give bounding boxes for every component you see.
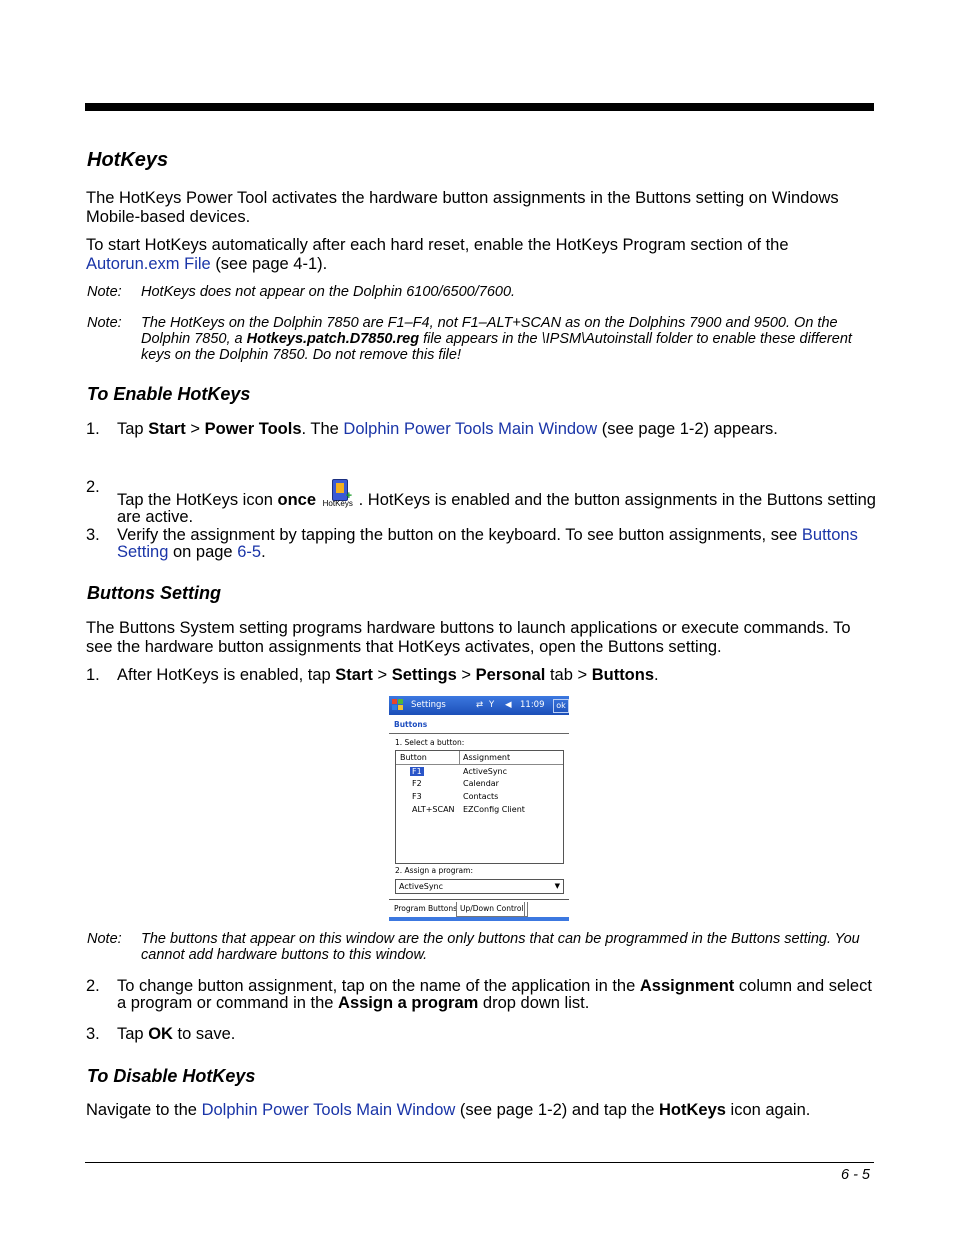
assign-program-select[interactable] [395, 879, 564, 894]
button-name: F3 [412, 792, 422, 801]
note-label: Note: [87, 931, 122, 947]
tab-program-buttons[interactable]: Program Buttons [394, 904, 458, 913]
step-word: Tap [117, 1025, 144, 1043]
assign-program-value: ActiveSync [399, 882, 444, 891]
step-text-post: to save. [177, 1025, 236, 1043]
button-name: F1 [412, 767, 422, 776]
intro-text: To start HotKeys automatically after each hard reset, enable the HotKeys Program section of the [86, 236, 789, 254]
disable-heading: To Disable HotKeys [87, 1066, 256, 1086]
hotkeys-icon: + HotKeys [323, 479, 357, 509]
buttons-heading: Buttons Setting [87, 583, 221, 603]
step-text-pre: Tap the HotKeys icon [117, 491, 273, 509]
chevron-down-icon: ▼ [554, 882, 560, 890]
power-tools-label: Power Tools [204, 420, 302, 438]
step-text-pre: After HotKeys is enabled, tap [117, 666, 331, 684]
step-word: . The [301, 420, 339, 438]
autorun-link[interactable]: Autorun.exm File [86, 255, 211, 273]
note-3 [87, 931, 877, 963]
ok-button[interactable]: ok [553, 699, 569, 713]
intro-paragraph-1: The HotKeys Power Tool activates the hardware button assignments in the Buttons setting on Windows Mobile-based devices. [86, 189, 839, 226]
list-item[interactable] [396, 766, 563, 778]
step-text [117, 479, 876, 526]
step-text-mid: on page [172, 543, 233, 561]
clock: 11:09 [520, 700, 545, 710]
note-text-post: file appears in the \IPSM\Autoinstall folder to enable these different keys on the Dolphin 7850. Do not remove this file! [141, 331, 852, 363]
buttons-setting-link[interactable]: Buttons Setting [117, 526, 858, 561]
assign-program-label: 2. Assign a program: [395, 866, 473, 875]
screenshot-tabs [389, 899, 569, 922]
step-text [117, 667, 876, 684]
step-text-post: drop down list. [482, 994, 590, 1012]
step-text-pre: To change button assignment, tap on the name of the application in the [117, 977, 636, 995]
section-title: HotKeys [87, 149, 169, 171]
sync-icon: ⇄ [476, 700, 484, 710]
disable-text-mid: (see page 1-2) and tap the [459, 1101, 655, 1119]
footer-rule [85, 1162, 874, 1163]
tab-empty [524, 902, 561, 916]
step-number: 1. [86, 420, 100, 438]
list-item[interactable] [396, 791, 563, 803]
separator: > [190, 420, 201, 438]
note-text: The buttons that appear on this window are the only buttons that can be programmed in the Buttons setting. You cannot add hardware buttons to this window. [141, 931, 860, 963]
screenshot-subtitle: Buttons [394, 720, 428, 729]
separator: > [461, 666, 472, 684]
header-rule [85, 103, 874, 111]
step-text [117, 1026, 876, 1043]
assignment-name: Calendar [463, 779, 499, 788]
select-button-label: 1. Select a button: [395, 738, 465, 747]
note-1 [87, 284, 877, 300]
screenshot-title: Settings [411, 700, 446, 710]
assignment-name: ActiveSync [463, 767, 508, 776]
note-text: HotKeys does not appear on the Dolphin 6100/6500/7600. [141, 284, 516, 300]
screenshot-title-bar [389, 696, 569, 715]
list-item[interactable] [396, 778, 563, 790]
enable-heading: To Enable HotKeys [87, 384, 251, 404]
separator: > [377, 666, 388, 684]
assign-program-bold: Assign a program [338, 994, 479, 1012]
tab-bar-accent [389, 917, 569, 921]
step-number: 2. [86, 478, 100, 496]
start-label: Start [335, 666, 373, 684]
personal-label: Personal [475, 666, 546, 684]
button-list[interactable] [395, 750, 564, 864]
step-number: 2. [86, 977, 100, 995]
buttons-step-2 [86, 978, 876, 1012]
note-2 [87, 315, 877, 363]
tab-up-down-control[interactable]: Up/Down Control [456, 902, 528, 917]
column-assignment[interactable]: Assignment [463, 753, 511, 762]
main-window-link[interactable]: Dolphin Power Tools Main Window [201, 1101, 456, 1119]
hotkeys-label: HotKeys [659, 1101, 726, 1119]
enable-step-3 [86, 527, 876, 561]
list-header [396, 751, 563, 765]
disable-paragraph [86, 1101, 876, 1120]
step-text-end: . [261, 543, 266, 561]
disable-text-pre: Navigate to the [86, 1101, 197, 1119]
step-text-post: . HotKeys is enabled and the button assignments in the Buttons setting are active. [117, 491, 876, 526]
intro-text-end: (see page 4-1). [215, 255, 328, 273]
buttons-paragraph: The Buttons System setting programs hardware buttons to launch applications or execute commands. To see the hardware button assignments that HotKeys activates, open the Buttons setting. [86, 619, 851, 656]
separator: > [577, 666, 588, 684]
step-text [117, 421, 876, 438]
step-number: 3. [86, 1025, 100, 1043]
main-window-link[interactable]: Dolphin Power Tools Main Window [343, 420, 598, 438]
column-button[interactable]: Button [400, 753, 427, 762]
settings-label: Settings [391, 666, 457, 684]
step-text [117, 527, 876, 561]
windows-start-icon [392, 699, 404, 711]
button-name: F2 [412, 779, 422, 788]
intro-paragraph-2 [86, 236, 876, 274]
step-text [117, 978, 876, 1012]
disable-text-post: icon again. [730, 1101, 811, 1119]
note-label: Note: [87, 315, 122, 331]
subtitle-rule [389, 733, 569, 734]
once-label: once [277, 491, 317, 509]
page-number: 6 - 5 [840, 1167, 870, 1183]
step-text-end: (see page 1-2) appears. [601, 420, 778, 438]
page-link[interactable]: 6-5 [237, 543, 262, 561]
note-label: Note: [87, 284, 122, 300]
step-text-pre: Verify the assignment by tapping the button on the keyboard. To see button assignments, see [117, 526, 798, 544]
step-word: Tap [117, 420, 144, 438]
buttons-step-3 [86, 1026, 876, 1043]
buttons-step-1 [86, 667, 876, 684]
buttons-label: Buttons [591, 666, 655, 684]
step-text-mid: column and select a program or command in the [117, 977, 872, 1012]
hotkeys-icon-caption: HotKeys [322, 499, 353, 508]
enable-step-2 [86, 479, 876, 526]
note-text-pre: The HotKeys on the Dolphin 7850 are F1–F4, not F1–ALT+SCAN as on the Dolphins 7900 and 9500. On the Dolphin 7850, a [141, 315, 838, 347]
assignment-name: EZConfig Client [463, 805, 525, 814]
assignment-label: Assignment [639, 977, 735, 995]
buttons-settings-screenshot [389, 696, 569, 921]
step-number: 3. [86, 526, 100, 544]
enable-step-1 [86, 421, 876, 438]
step-number: 1. [86, 666, 100, 684]
ok-label: OK [148, 1025, 173, 1043]
button-name: ALT+SCAN [412, 805, 455, 814]
note-text [141, 315, 877, 363]
assignment-name: Contacts [463, 792, 499, 801]
signal-icon: Y [489, 700, 495, 710]
step-word: tab [549, 666, 573, 684]
start-label: Start [148, 420, 186, 438]
speaker-icon: ◀ [505, 700, 512, 710]
step-text-end: . [654, 666, 659, 684]
list-item[interactable] [396, 804, 563, 816]
patch-filename: Hotkeys.patch.D7850.reg [246, 331, 420, 347]
